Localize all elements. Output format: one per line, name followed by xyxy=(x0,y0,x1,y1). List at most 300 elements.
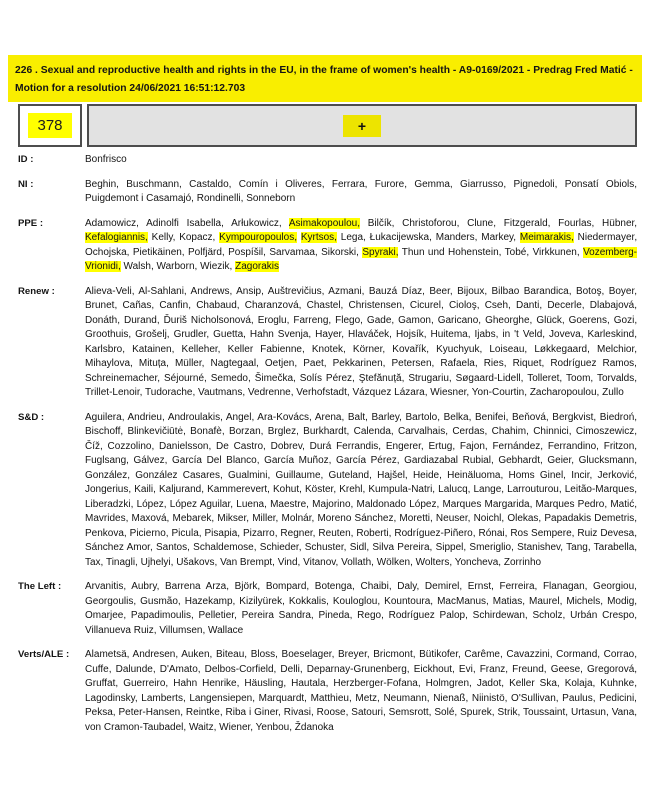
member-name: Kaili, xyxy=(134,484,156,495)
member-name: Gebhardt, xyxy=(498,455,543,466)
member-name: Lamberts, xyxy=(141,692,186,704)
member-name: Gemma, xyxy=(414,178,453,190)
member-name: Thun und Hohenstein, xyxy=(401,246,502,258)
member-name: Solé, xyxy=(434,707,458,718)
member-name: Cuffe, xyxy=(85,663,112,675)
member-name: Brglez, xyxy=(267,426,299,437)
member-name: García Pérez, xyxy=(336,455,400,466)
member-name: De Castro, xyxy=(216,440,266,452)
member-name: Goerens, xyxy=(568,314,610,326)
member-name: Loiseau, xyxy=(489,343,528,355)
member-name: Bilčík, xyxy=(367,217,395,229)
member-name: Papadakis Demetris, xyxy=(544,513,638,524)
member-name: Wiezik, xyxy=(200,261,233,272)
member-name: Kyuchyuk, xyxy=(436,343,483,355)
member-name: Hahn Henrike, xyxy=(173,678,240,689)
member-name: Kumpula-Natri, xyxy=(368,484,436,495)
member-name: Santos, xyxy=(155,542,190,553)
member-name: Cimoszewicz, xyxy=(575,426,637,437)
member-name: Gruffat, xyxy=(85,678,119,689)
member-name: Ştefănuță, xyxy=(358,372,405,384)
member-name: Łukacijewska, xyxy=(369,232,432,243)
member-name: Engerer, xyxy=(385,440,424,452)
plus-symbol: + xyxy=(343,115,381,137)
member-name: Belka, xyxy=(443,411,472,423)
member-name: Neuser, xyxy=(435,513,471,524)
member-name: Angel, xyxy=(225,411,255,423)
member-name: Garicano, xyxy=(437,314,482,326)
member-name: Jadot, xyxy=(476,678,505,689)
member-name: D'Amato, xyxy=(159,663,201,675)
member-name: Androulakis, xyxy=(167,411,223,423)
member-name: Villanueva Ruiz, xyxy=(85,624,157,636)
group-member-list xyxy=(85,580,637,638)
member-name: Pospíšil, xyxy=(228,246,266,258)
member-name-highlighted: Spyraki, xyxy=(362,246,399,258)
member-name: Eickhout, xyxy=(413,663,455,675)
member-name: Virkkunen, xyxy=(532,246,580,258)
member-name: Ros Sempere, xyxy=(510,527,575,539)
member-name: Bilbao Barandica, xyxy=(491,285,572,297)
member-name: Cormand, xyxy=(556,649,601,660)
member-name: Tobé, xyxy=(504,246,530,258)
group-row-ppe xyxy=(18,217,637,275)
member-name: Peter-Hansen, xyxy=(118,707,183,718)
group-member-list xyxy=(85,153,637,168)
member-name: Georgiou, xyxy=(593,581,637,592)
member-name: Cavazzini, xyxy=(506,649,553,660)
member-name: Kohut, xyxy=(272,484,302,495)
member-name: Spurek, xyxy=(460,707,495,718)
member-name: Villumsen, xyxy=(159,624,206,636)
member-name: Gozi, xyxy=(613,314,638,326)
member-name: Bonafè, xyxy=(190,426,225,437)
member-name: Barrena Arza, xyxy=(165,581,229,592)
member-name: Warborn, xyxy=(156,261,198,272)
member-name: Číž, xyxy=(85,440,103,452)
member-name: Solís Pérez, xyxy=(299,372,355,384)
member-name: Sánchez Amor, xyxy=(85,542,153,553)
member-name: Cozzolino, xyxy=(107,440,155,452)
member-name: Hojsík, xyxy=(395,329,427,340)
member-name: Tax, xyxy=(85,556,104,568)
member-name: Biedroń, xyxy=(599,411,638,423)
member-name: Evi, xyxy=(458,663,476,675)
member-name: Durand, xyxy=(124,314,160,326)
member-name: Gusmão, xyxy=(140,595,181,607)
member-name: Kountoura, xyxy=(384,595,434,607)
member-name: Corrao, xyxy=(603,649,638,660)
member-name: Semedo, xyxy=(210,372,251,384)
member-name: Ferreira, xyxy=(499,581,538,592)
member-name: Fitzgerald, xyxy=(503,217,551,229)
member-name: Torvalds, xyxy=(596,372,637,384)
member-name: Jongerius, xyxy=(85,484,132,495)
member-name: Jerković, xyxy=(597,469,637,481)
member-name: Lalucq, xyxy=(438,484,471,495)
member-name: Kelleher, xyxy=(181,343,221,355)
member-name: Kelly, xyxy=(151,232,176,243)
member-name: Michels, xyxy=(566,595,604,607)
member-name: Flego, xyxy=(335,314,363,326)
member-name: Krehl, xyxy=(339,484,366,495)
member-name: Leitão-Marques, xyxy=(564,484,637,495)
member-name: Pekkarinen, xyxy=(332,358,386,369)
member-name: Glucksmann, xyxy=(578,455,637,466)
member-name: Lega, xyxy=(340,232,366,243)
member-name: Maxová, xyxy=(131,513,170,524)
member-name: Mebarek, xyxy=(172,513,215,524)
member-name-highlighted: Kefalogiannis, xyxy=(85,232,148,243)
member-name: Carême, xyxy=(464,649,503,660)
member-name: Delbos-Corfield, xyxy=(204,663,277,675)
member-name: Barley, xyxy=(371,411,402,423)
group-label: PPE : xyxy=(18,217,44,229)
member-name: Bompard, xyxy=(265,581,310,592)
member-name: Lagodinsky, xyxy=(85,692,138,704)
member-name: Zorrinho xyxy=(503,556,542,568)
member-name: Yon-Courtin, xyxy=(471,387,528,398)
member-name: Breyer, xyxy=(337,649,370,660)
member-name: Pereira Sandra, xyxy=(241,610,314,621)
member-name: Kaljurand, xyxy=(158,484,205,495)
member-name: Pedicini, xyxy=(599,692,637,704)
member-name: Giarrusso, xyxy=(459,178,507,190)
member-name: Stanishev, xyxy=(517,542,564,553)
member-name: Ernst, xyxy=(467,581,494,592)
member-name: Bartolo, xyxy=(405,411,440,423)
member-name: Adinolfi Isabella, xyxy=(146,217,224,229)
member-name: Boeselager, xyxy=(281,649,335,660)
member-name: Picula, xyxy=(171,527,202,539)
member-name: Hazekamp, xyxy=(184,595,236,607)
vote-title-text: 226 . Sexual and reproductive health and rights in the EU, in the frame of women's health - A9-0169/2021 - Predrag Fred Matić - Motion for a resolution 24/06/2021 16:51:12.703 xyxy=(15,65,633,94)
member-name: Keller Fabienne, xyxy=(227,343,305,355)
member-name: Van Brempt, xyxy=(220,556,275,568)
member-name: Blinkevičiūtė, xyxy=(127,426,186,437)
member-name: Arena, xyxy=(314,411,345,423)
member-name: Mikser, xyxy=(217,513,250,524)
member-name: Marques Margarida, xyxy=(442,498,533,510)
member-name: Vautmans, xyxy=(198,387,246,398)
member-name: Rafaela, xyxy=(440,358,478,369)
vote-count-box xyxy=(18,104,82,147)
member-name: Ries, xyxy=(483,358,507,369)
member-name: Ara-Kovács, xyxy=(257,411,312,423)
member-name: Løkkegaard, xyxy=(534,343,590,355)
member-name: Wiener, xyxy=(219,721,254,733)
member-name: Aguilera, xyxy=(85,411,125,423)
member-name: Bauzá Díaz, xyxy=(368,285,425,297)
member-name: García Del Blanco, xyxy=(171,455,260,466)
member-name: Carvalhais, xyxy=(397,426,448,437)
member-name: Ďuriš Nicholsonová, xyxy=(163,314,254,326)
member-name: Zacharopoulou, xyxy=(529,387,600,398)
member-name: Guerreiro, xyxy=(123,678,169,689)
member-name: Grošelj, xyxy=(135,329,170,340)
member-name: Moretti, xyxy=(399,513,433,524)
member-name: Franz, xyxy=(479,663,509,675)
member-name: Kizilyürek, xyxy=(239,595,285,607)
member-name: Maestre, xyxy=(270,498,309,510)
member-name: Castaldo, xyxy=(189,178,232,190)
member-name: Paet, xyxy=(303,358,327,369)
member-name: Huitema, xyxy=(430,329,471,340)
member-name: Trillet-Lenoir, xyxy=(85,387,143,398)
member-name: Rego, xyxy=(357,610,384,621)
member-name: Nienaß, xyxy=(433,692,469,704)
member-name: Sarvamaa, xyxy=(269,246,318,258)
member-name: Neumann, xyxy=(383,692,430,704)
member-name: Regner, xyxy=(280,527,316,539)
member-name: Petersen, xyxy=(391,358,435,369)
member-name: Rodríguez-Piñero, xyxy=(394,527,476,539)
member-name: Charanzová, xyxy=(244,300,302,311)
member-name: Köster, xyxy=(304,484,337,495)
member-name: Luena, xyxy=(236,498,267,510)
member-name-highlighted: Vozemberg-Vrionidi, xyxy=(85,246,637,272)
member-name: Boyer, xyxy=(608,285,638,297)
member-name: von Cramon-Taubadel, xyxy=(85,721,187,733)
member-name: Heide, xyxy=(412,469,442,481)
member-name: Delli, xyxy=(280,663,303,675)
member-name: Burkhardt, xyxy=(303,426,350,437)
member-name: Smeriglio, xyxy=(469,542,514,553)
member-name: Ušakovs, xyxy=(176,556,218,568)
member-name: Molnár, xyxy=(281,513,315,524)
member-name: Roberti, xyxy=(356,527,392,539)
member-name: Gheorghe, xyxy=(485,314,533,326)
member-name: Cañas, xyxy=(122,300,155,311)
group-member-list xyxy=(85,648,637,735)
member-name: Riba i Giner, xyxy=(225,707,281,718)
member-name: Adamowicz, xyxy=(85,217,139,229)
member-name: Chabaud, xyxy=(196,300,240,311)
member-name: Urbán Crespo, xyxy=(570,610,638,621)
member-name: Rodríguez Ramos, xyxy=(550,358,637,369)
group-label: Verts/ALE : xyxy=(18,649,70,660)
member-name: Geier, xyxy=(547,455,575,466)
member-name: Arłukowicz, xyxy=(231,217,282,229)
member-name-highlighted: Kyrtsos, xyxy=(300,232,337,243)
member-name: Tarabella, xyxy=(593,542,638,553)
member-name: Matić, xyxy=(610,498,637,510)
member-name: Dobrev, xyxy=(270,440,305,452)
member-name: Cioloş, xyxy=(448,300,480,311)
member-name-highlighted: Zagorakis xyxy=(235,261,279,272)
member-name: Christensen, xyxy=(348,300,405,311)
member-name: in 't Veld, xyxy=(502,329,546,340)
member-name: Marques Pedro, xyxy=(535,498,608,510)
member-name: Hajšel, xyxy=(377,469,408,481)
member-name: Aubry, xyxy=(131,581,160,592)
member-name: Müller, xyxy=(174,358,205,369)
member-name: Danielsson, xyxy=(159,440,212,452)
member-name: García Muñoz, xyxy=(264,455,332,466)
group-member-list xyxy=(85,178,637,207)
member-name: Kammerevert, xyxy=(207,484,270,495)
member-name: Hautala, xyxy=(291,678,329,689)
member-name: Sippel, xyxy=(435,542,467,553)
member-name: Kovařík, xyxy=(392,343,429,355)
member-name: Al-Sahlani, xyxy=(138,285,187,297)
member-name: Eroglu, xyxy=(257,314,290,326)
member-name: Omarjee, xyxy=(85,610,127,621)
member-name: Wolters, xyxy=(415,556,453,568)
group-row-renew xyxy=(18,285,637,401)
member-name: Ansip, xyxy=(236,285,264,297)
member-name: Matias, xyxy=(492,595,526,607)
vote-title-bar xyxy=(8,55,642,102)
member-name: Bütikofer, xyxy=(419,649,461,660)
vote-summary-row xyxy=(18,104,637,147)
member-name: Decerle, xyxy=(547,300,585,311)
member-name: Hayer, xyxy=(315,329,345,340)
group-member-list xyxy=(85,411,637,571)
member-name: Manders, xyxy=(435,232,478,243)
member-name: Peksa, xyxy=(85,707,116,718)
member-name: Benifei, xyxy=(475,411,509,423)
member-name: Marquardt, xyxy=(258,692,307,704)
member-name: Scholz, xyxy=(532,610,566,621)
member-name: Majorino, xyxy=(312,498,354,510)
member-name: Wallace xyxy=(208,624,244,636)
member-name: O'Sullivan, xyxy=(511,692,559,704)
member-name: Markey, xyxy=(481,232,517,243)
member-name: Silva Pereira, xyxy=(372,542,433,553)
member-name: Bonfrisco xyxy=(85,154,127,165)
member-name: Wölken, xyxy=(376,556,413,568)
member-name: Penkova, xyxy=(85,527,127,539)
member-name: Rodríguez Palop, xyxy=(388,610,468,621)
member-name: Chinnici, xyxy=(533,426,572,437)
member-name: Farreng, xyxy=(293,314,332,326)
member-name: Schreinemacher, xyxy=(85,372,161,384)
member-name: Hahn Svenja, xyxy=(249,329,312,340)
member-name: Papadimoulis, xyxy=(130,610,194,621)
member-name: Auken, xyxy=(181,649,213,660)
member-name: Kolaja, xyxy=(564,678,596,689)
member-name: Bischoff, xyxy=(85,426,124,437)
member-name: Pisapia, xyxy=(204,527,241,539)
member-name: Waitz, xyxy=(188,721,217,733)
member-name: Mavrides, xyxy=(85,513,129,524)
member-name: Deparnay-Grunenberg, xyxy=(306,663,410,675)
member-name: Ferrandino, xyxy=(547,440,599,452)
member-name: Furore, xyxy=(374,178,407,190)
member-name: Yenbou, xyxy=(255,721,293,733)
member-name: Cerdas, xyxy=(452,426,488,437)
member-name: Verhofstadt, xyxy=(296,387,350,398)
group-row-sd xyxy=(18,411,637,571)
member-name: Glück, xyxy=(536,314,565,326)
member-name: Beer, xyxy=(429,285,453,297)
member-name: Freund, xyxy=(512,663,547,675)
member-name: López Aguilar, xyxy=(169,498,234,510)
member-name: Maurel, xyxy=(529,595,563,607)
group-label: S&D : xyxy=(18,411,45,423)
member-name: Roose, xyxy=(316,707,349,718)
member-name: Comín i Oliveres, xyxy=(238,178,325,190)
member-name: Vind, xyxy=(277,556,301,568)
member-name: Larrouturou, xyxy=(507,484,562,495)
member-name: Sidl, xyxy=(349,542,370,553)
group-label: NI : xyxy=(18,178,34,190)
member-name: Reuten, xyxy=(318,527,354,539)
member-name: Vitanov, xyxy=(303,556,339,568)
member-name: Beňová, xyxy=(511,411,549,423)
member-name: Rónai, xyxy=(478,527,508,539)
vote-plus-bar xyxy=(87,104,637,147)
member-name: Körner, xyxy=(352,343,386,355)
member-name: Polfjärd, xyxy=(188,246,225,258)
member-name: Satouri, xyxy=(351,707,386,718)
vote-count: 378 xyxy=(28,113,71,138)
member-name: Groothuis, xyxy=(85,329,132,340)
member-name: Incir, xyxy=(571,469,593,481)
member-name: Fourlas, xyxy=(558,217,595,229)
member-name: Riquet, xyxy=(512,358,545,369)
member-name: Katainen, xyxy=(132,343,175,355)
member-name: Georgoulis, xyxy=(85,595,137,607)
member-name: Sonneborn xyxy=(246,193,296,204)
member-name: Mituța, xyxy=(138,358,169,369)
member-name: Fuglsang, xyxy=(85,455,129,466)
member-name: MacManus, xyxy=(437,595,489,607)
member-name-highlighted: Asimakopoulou, xyxy=(288,217,360,229)
member-name: Tolleret, xyxy=(527,372,563,384)
member-name: Andresen, xyxy=(132,649,179,660)
member-name: Brunet, xyxy=(85,300,118,311)
member-name: Toom, xyxy=(565,372,594,384)
member-name: Picierno, xyxy=(129,527,169,539)
member-name: Oetjen, xyxy=(264,358,298,369)
member-name: Demirel, xyxy=(424,581,463,592)
member-name: Grudler, xyxy=(173,329,210,340)
member-name: Gade, xyxy=(366,314,395,326)
member-name: Tang, xyxy=(566,542,591,553)
member-name: González, xyxy=(85,469,131,481)
member-name: Ždanoka xyxy=(294,721,334,733)
member-name: Paulus, xyxy=(562,692,596,704)
member-name: Modig, xyxy=(607,595,638,607)
member-name: Guetta, xyxy=(213,329,246,340)
member-name: Pietikäinen, xyxy=(132,246,185,258)
member-name: Gamon, xyxy=(398,314,434,326)
member-name: Mihaylova, xyxy=(85,358,133,369)
member-name: Lange, xyxy=(473,484,505,495)
member-name: Urtasun, xyxy=(570,707,609,718)
member-name: Christoforou, xyxy=(402,217,460,229)
member-name: Pizarro, xyxy=(243,527,278,539)
member-name: Langensiepen, xyxy=(189,692,255,704)
group-member-list xyxy=(85,285,637,401)
member-name: Karleskind, xyxy=(587,329,637,340)
member-name: Ujhelyi, xyxy=(140,556,174,568)
member-name: Sikorski, xyxy=(321,246,359,258)
member-name: Guillaume, xyxy=(275,469,324,481)
group-row-id xyxy=(18,153,637,168)
member-name: López, xyxy=(136,498,167,510)
member-name: González Casares, xyxy=(135,469,223,481)
member-name: Daly, xyxy=(397,581,420,592)
member-name: Ijabs, xyxy=(474,329,499,340)
member-name: Wiesner, xyxy=(430,387,470,398)
member-name: Puigdemont i Casamajó, xyxy=(85,193,194,204)
member-name: Šimečka, xyxy=(254,372,296,384)
member-name: Maldonado López, xyxy=(356,498,440,510)
member-name: Hübner, xyxy=(602,217,638,229)
